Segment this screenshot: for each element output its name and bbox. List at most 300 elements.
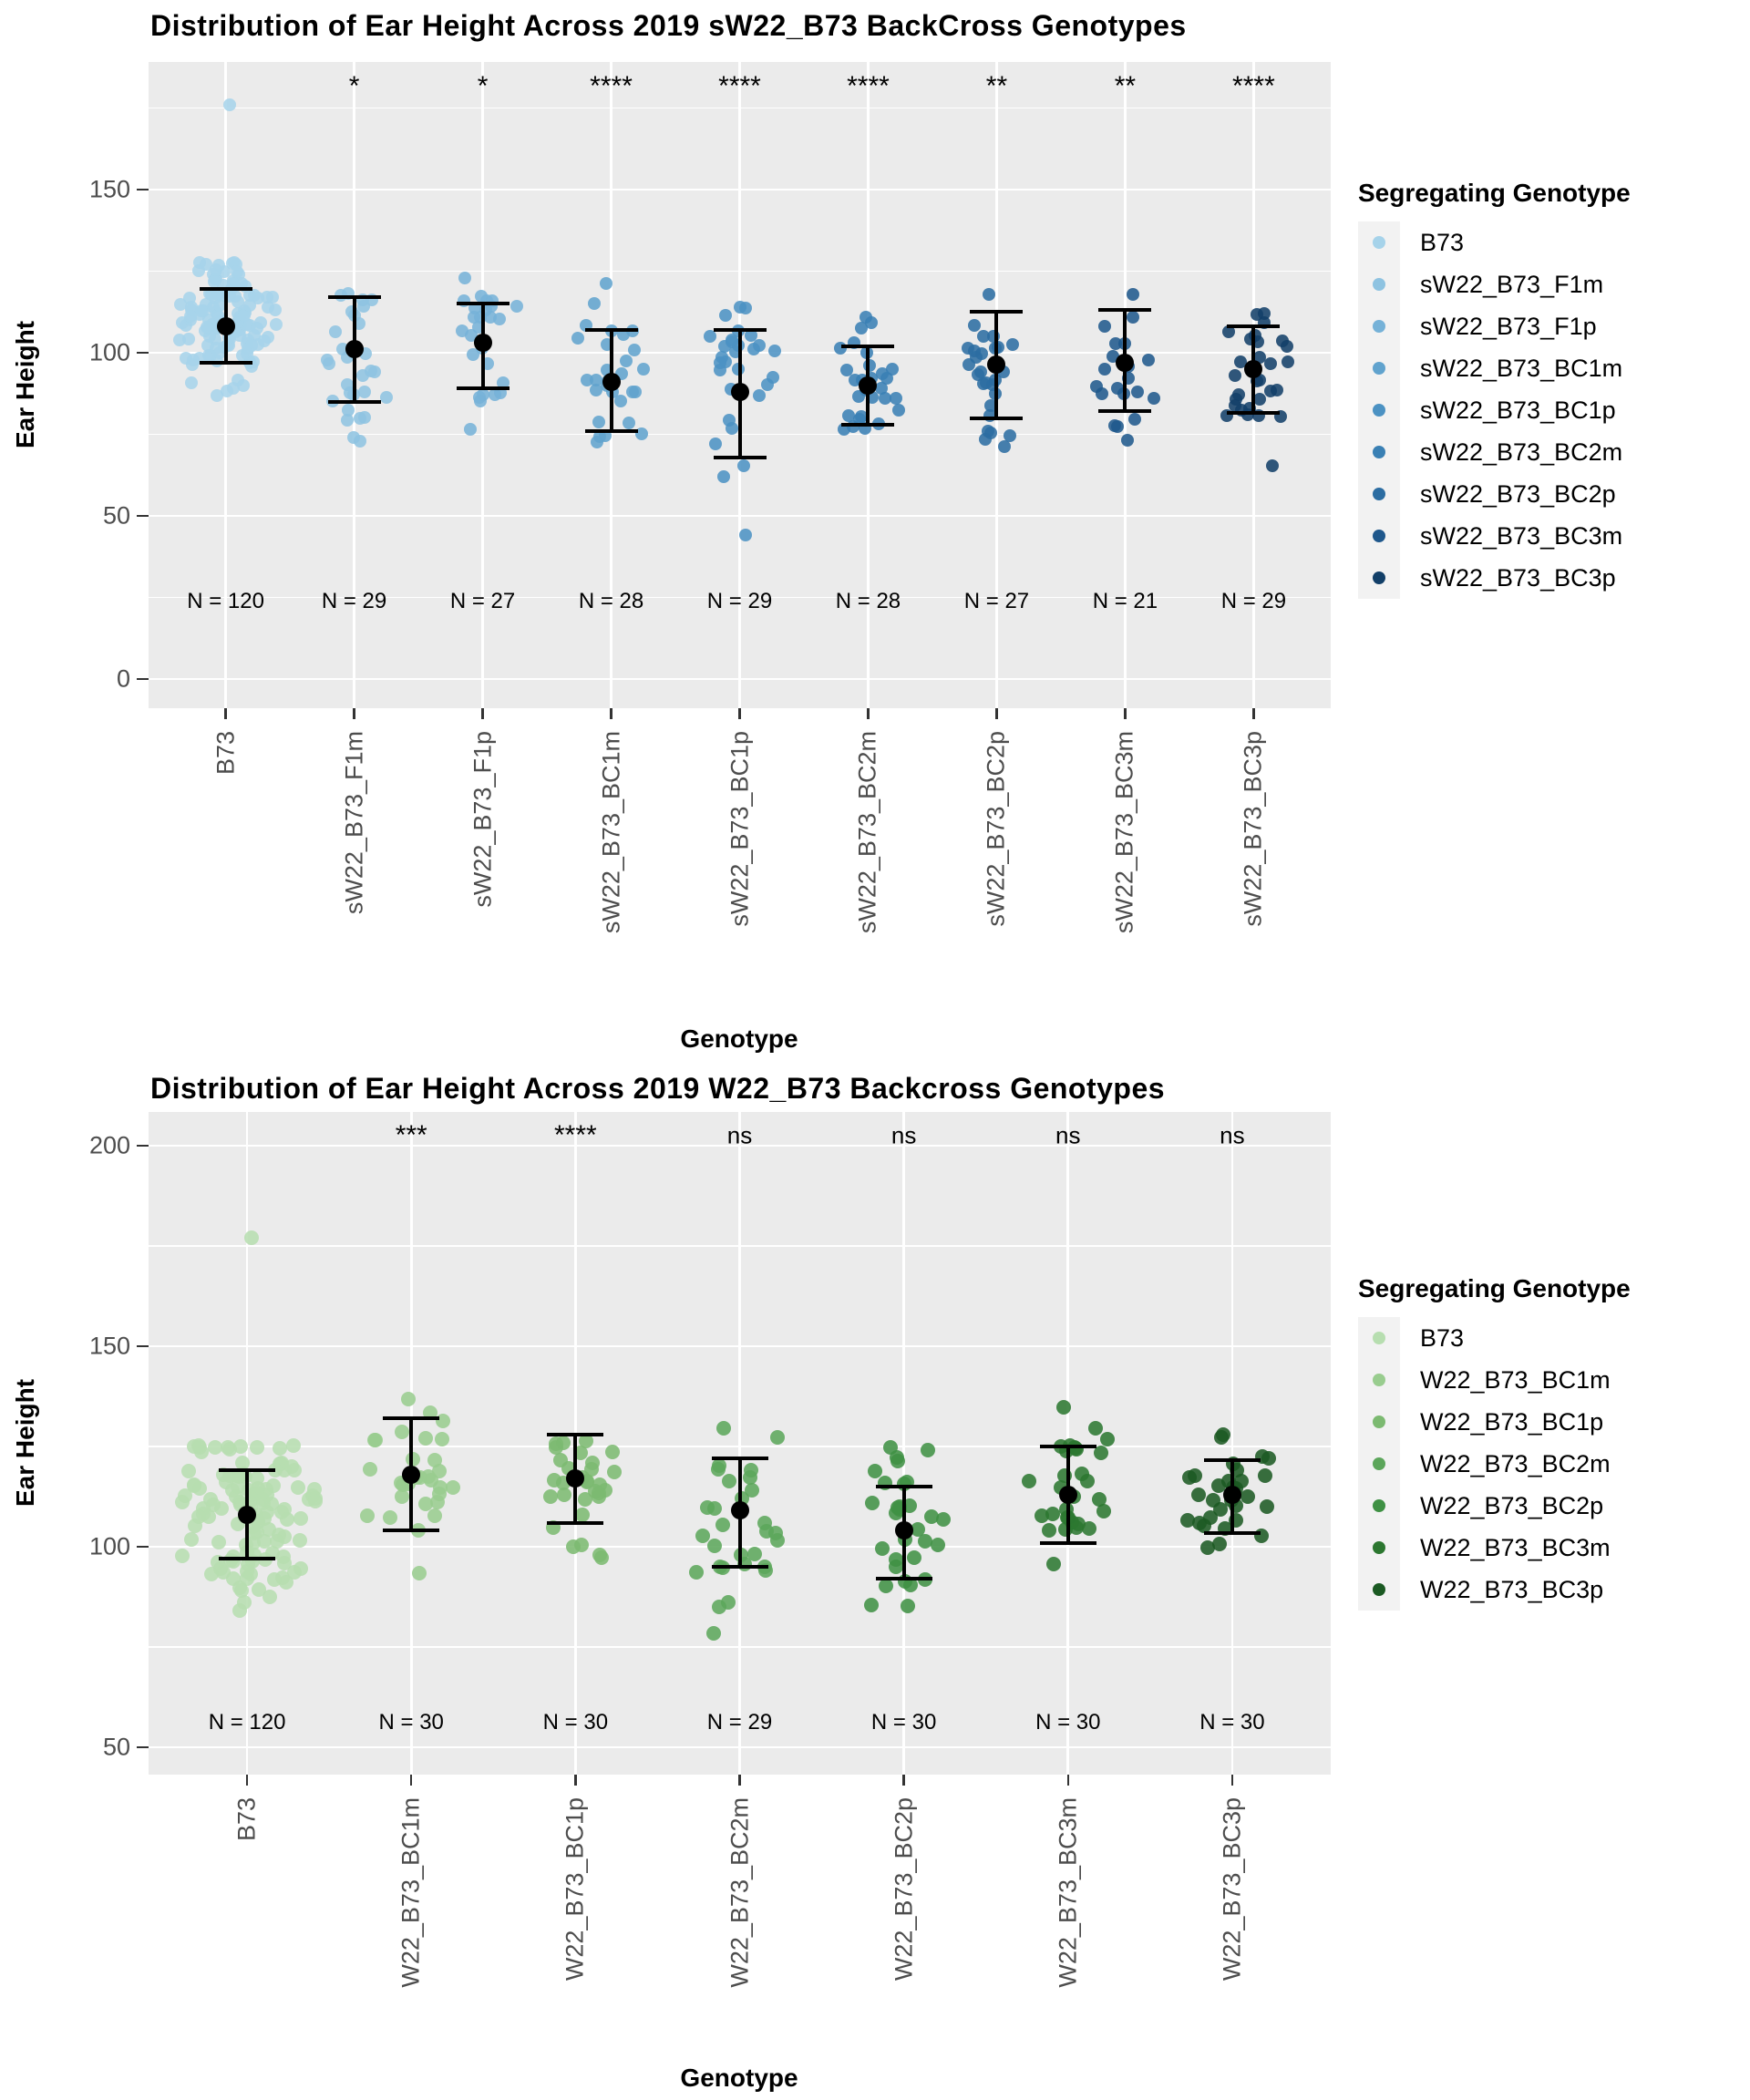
- legend-dot-icon: [1373, 362, 1385, 375]
- data-point: [1088, 1421, 1103, 1436]
- data-point: [628, 344, 641, 356]
- y-tick-label: 150: [88, 1332, 130, 1360]
- data-point: [901, 1599, 915, 1613]
- x-tick-label: sW22_B73_BC2m: [853, 731, 881, 934]
- x-axis-tick: [738, 708, 741, 719]
- x-axis-tick: [481, 708, 484, 719]
- sample-size-label: N = 120: [187, 589, 264, 613]
- data-point: [293, 1561, 308, 1576]
- data-point: [968, 345, 981, 357]
- errorbar-cap-bottom: [585, 429, 638, 433]
- legend-dot-icon: [1373, 404, 1385, 417]
- data-point: [722, 1474, 736, 1488]
- errorbar-cap-bottom: [383, 1529, 439, 1532]
- y-tick-label: 50: [102, 1733, 130, 1761]
- y-tick-label: 150: [88, 175, 130, 203]
- x-axis-tick: [224, 708, 227, 719]
- significance-label: **: [1114, 71, 1137, 101]
- legend-item: [1358, 1527, 1611, 1569]
- data-point: [291, 1480, 305, 1495]
- errorbar-cap-top: [1040, 1445, 1096, 1448]
- data-point: [695, 1529, 710, 1543]
- errorbar-cap-top: [1098, 308, 1151, 312]
- data-point: [700, 1500, 715, 1515]
- sample-size-label: N = 27: [449, 589, 516, 613]
- data-point: [380, 391, 393, 404]
- mean-point: [895, 1521, 913, 1539]
- data-point: [637, 363, 650, 376]
- data-point: [1071, 1517, 1086, 1531]
- data-point: [629, 386, 642, 398]
- legend-dot-icon: [1373, 530, 1385, 542]
- legend-items: [1358, 1317, 1611, 1611]
- data-point: [237, 379, 250, 392]
- legend-item: [1358, 1317, 1611, 1359]
- x-tick-label: W22_B73_BC3m: [1054, 1797, 1082, 1988]
- legend-dot-icon: [1373, 1374, 1385, 1386]
- data-point: [1098, 320, 1111, 333]
- data-point: [983, 288, 995, 301]
- y-axis-tick: [137, 678, 149, 681]
- data-point: [868, 1464, 882, 1478]
- legend-dot-icon: [1373, 446, 1385, 458]
- legend-item-label: sW22_B73_BC1m: [1420, 354, 1623, 382]
- errorbar-cap-bottom: [328, 400, 381, 404]
- x-tick-label: sW22_B73_F1m: [340, 731, 368, 915]
- legend-key: [1358, 1443, 1400, 1485]
- errorbar-cap-top: [328, 295, 381, 299]
- data-point: [591, 436, 603, 448]
- legend-item-label: W22_B73_BC3m: [1420, 1533, 1611, 1561]
- errorbar-cap-bottom: [1204, 1531, 1261, 1535]
- significance-label: ****: [847, 71, 890, 101]
- legend-item-label: B73: [1420, 1323, 1465, 1352]
- sample-size-label: N = 28: [578, 589, 644, 613]
- data-point: [1096, 1504, 1111, 1518]
- data-point: [395, 1425, 409, 1439]
- data-point: [262, 1590, 277, 1604]
- x-axis-title: Genotype: [680, 1024, 798, 1053]
- data-point: [243, 299, 256, 312]
- errorbar-cap-bottom: [714, 456, 767, 459]
- data-point: [175, 1549, 190, 1563]
- data-point: [1180, 1513, 1195, 1528]
- legend-dot-icon: [1373, 1415, 1385, 1428]
- data-point: [890, 392, 902, 405]
- data-point: [401, 1392, 416, 1406]
- x-tick-label: sW22_B73_BC1p: [726, 731, 753, 927]
- errorbar-cap-bottom: [200, 361, 252, 365]
- legend-item-label: sW22_B73_BC2m: [1420, 438, 1623, 466]
- data-point: [201, 321, 213, 334]
- data-point: [968, 319, 981, 332]
- significance-label: ***: [395, 1120, 427, 1150]
- data-point: [211, 1535, 226, 1549]
- data-point: [1004, 429, 1016, 442]
- data-point: [270, 318, 283, 331]
- y-axis-tick: [137, 1546, 149, 1549]
- data-point: [1251, 308, 1263, 321]
- y-axis-tick: [137, 352, 149, 355]
- data-point: [590, 384, 602, 396]
- data-point: [1080, 1474, 1095, 1488]
- data-point: [182, 333, 195, 345]
- y-axis-title: Ear Height: [11, 1378, 39, 1508]
- x-tick-label: W22_B73_BC2p: [890, 1797, 918, 1982]
- data-point: [383, 1510, 397, 1525]
- y-axis-tick: [137, 189, 149, 191]
- data-point: [770, 1430, 785, 1445]
- data-point: [1271, 384, 1283, 396]
- data-point: [293, 1511, 308, 1526]
- legend-item-label: sW22_B73_BC3m: [1420, 521, 1623, 550]
- data-point: [739, 529, 752, 541]
- data-point: [250, 1440, 264, 1455]
- legend-key: [1358, 389, 1400, 431]
- data-point: [768, 345, 781, 357]
- legend-item-label: W22_B73_BC1p: [1420, 1407, 1604, 1436]
- data-point: [1035, 1508, 1049, 1523]
- data-point: [427, 1508, 442, 1523]
- data-point: [892, 404, 905, 417]
- x-axis-tick: [1252, 708, 1255, 719]
- mean-point: [731, 1501, 749, 1519]
- x-tick-label: B73: [232, 1797, 261, 1842]
- errorbar-cap-bottom: [547, 1521, 603, 1525]
- data-point: [623, 417, 635, 429]
- mean-point: [731, 383, 749, 401]
- data-point: [719, 355, 732, 368]
- data-point: [1100, 1432, 1115, 1446]
- sample-size-label: N = 29: [321, 589, 387, 613]
- significance-label: ****: [554, 1120, 597, 1150]
- data-point: [1253, 393, 1266, 406]
- legend-key: [1358, 1359, 1400, 1401]
- data-point: [221, 385, 233, 397]
- data-point: [734, 301, 746, 314]
- data-point: [864, 1598, 879, 1612]
- legend-key: [1358, 263, 1400, 305]
- data-point: [418, 1431, 433, 1446]
- significance-label: **: [985, 71, 1008, 101]
- x-axis-tick: [902, 1775, 905, 1786]
- data-point: [357, 300, 370, 313]
- data-point: [600, 277, 612, 290]
- legend-title: Segregating Genotype: [1358, 179, 1631, 207]
- y-axis-tick: [137, 1746, 149, 1749]
- data-point: [1098, 363, 1111, 376]
- mean-point: [987, 355, 1005, 374]
- legend-item: [1358, 515, 1622, 557]
- mean-point: [474, 334, 492, 352]
- legend-key: [1358, 557, 1400, 599]
- data-point: [358, 386, 371, 398]
- sample-size-label: N = 30: [378, 1710, 444, 1735]
- errorbar-cap-top: [712, 1457, 768, 1460]
- data-point: [719, 309, 732, 322]
- legend-item: [1358, 1443, 1611, 1485]
- y-tick-label: 100: [88, 1532, 130, 1560]
- y-tick-label: 100: [88, 338, 130, 366]
- data-point: [875, 1541, 890, 1556]
- legend-key: [1358, 1569, 1400, 1611]
- legend-item: [1358, 263, 1622, 305]
- errorbar-cap-bottom: [219, 1557, 275, 1560]
- y-tick-label: 0: [116, 664, 130, 693]
- data-point: [321, 354, 334, 366]
- data-point: [436, 1414, 450, 1428]
- data-point: [1229, 399, 1241, 412]
- errorbar-cap-top: [219, 1468, 275, 1472]
- data-point: [458, 272, 471, 284]
- data-point: [222, 1442, 237, 1457]
- legend-item: [1358, 347, 1622, 389]
- data-point: [1258, 1468, 1272, 1483]
- sample-size-label: N = 120: [208, 1710, 286, 1735]
- legend-dot-icon: [1373, 1583, 1385, 1596]
- errorbar-cap-top: [200, 287, 252, 291]
- sample-size-label: N = 27: [963, 589, 1030, 613]
- x-axis-tick: [1124, 708, 1127, 719]
- mean-point: [402, 1466, 420, 1484]
- data-point: [855, 322, 868, 335]
- data-point: [226, 1571, 241, 1586]
- data-point: [191, 1509, 206, 1524]
- data-point: [1148, 392, 1160, 405]
- data-point: [1191, 1488, 1206, 1502]
- x-axis-tick: [738, 1775, 741, 1786]
- legend-item-label: sW22_B73_F1m: [1420, 270, 1604, 298]
- data-point: [704, 330, 716, 343]
- x-tick-label: sW22_B73_BC3m: [1110, 731, 1138, 934]
- legend-dot-icon: [1373, 278, 1385, 291]
- data-point: [744, 1463, 758, 1477]
- data-point: [464, 423, 477, 436]
- mean-point: [1223, 1486, 1241, 1504]
- x-axis-tick: [410, 1775, 413, 1786]
- y-axis-title: Ear Height: [11, 320, 39, 449]
- data-point: [418, 1497, 433, 1511]
- data-point: [707, 1539, 722, 1553]
- errorbar-cap-top: [841, 345, 894, 348]
- data-point: [395, 1489, 409, 1504]
- legend-item-label: W22_B73_BC1m: [1420, 1365, 1611, 1394]
- mean-point: [1059, 1486, 1077, 1504]
- legend-dot-icon: [1373, 1541, 1385, 1554]
- legend-key: [1358, 1401, 1400, 1443]
- y-tick-label: 50: [102, 501, 130, 530]
- data-point: [717, 470, 730, 483]
- errorbar-cap-top: [457, 302, 510, 305]
- x-axis-title: Genotype: [680, 2064, 798, 2092]
- sample-size-label: N = 21: [1092, 589, 1158, 613]
- significance-label: ****: [1232, 71, 1275, 101]
- data-point: [308, 1494, 323, 1508]
- x-tick-label: W22_B73_BC2m: [726, 1797, 753, 1988]
- legend-dot-icon: [1373, 488, 1385, 500]
- data-point: [716, 1421, 731, 1436]
- data-point: [1128, 413, 1141, 426]
- category-gridline: [1231, 1112, 1234, 1775]
- legend-item-label: sW22_B73_BC2p: [1420, 479, 1616, 508]
- errorbar-cap-bottom: [970, 417, 1023, 420]
- data-point: [571, 332, 584, 345]
- errorbar-cap-top: [970, 310, 1023, 314]
- data-point: [931, 1538, 945, 1552]
- chart-title: Distribution of Ear Height Across 2019 W22_B73 Backcross Genotypes: [150, 1072, 1166, 1105]
- legend-item: [1358, 1569, 1611, 1611]
- x-axis-tick: [246, 1775, 249, 1786]
- mean-point: [238, 1506, 256, 1524]
- data-point: [1182, 1470, 1197, 1485]
- data-point: [435, 1432, 449, 1446]
- plot-panel: [149, 62, 1331, 708]
- data-point: [273, 1441, 287, 1456]
- data-point: [279, 1575, 293, 1590]
- data-point: [1056, 1400, 1071, 1415]
- legend-item: [1358, 305, 1622, 347]
- errorbar-cap-bottom: [1227, 411, 1280, 415]
- plot-panel: [149, 1112, 1331, 1775]
- x-tick-label: sW22_B73_BC2p: [982, 731, 1010, 927]
- data-point: [237, 1595, 252, 1610]
- data-point: [286, 1438, 301, 1453]
- data-point: [588, 297, 601, 310]
- data-point: [574, 1538, 589, 1552]
- legend-item-label: W22_B73_BC3p: [1420, 1575, 1604, 1603]
- sample-size-label: N = 29: [706, 1710, 773, 1735]
- legend-key: [1358, 1527, 1400, 1569]
- data-point: [709, 438, 722, 450]
- data-point: [1214, 1430, 1229, 1445]
- data-point: [258, 335, 271, 347]
- legend-item-label: B73: [1420, 228, 1465, 256]
- data-point: [1229, 369, 1241, 382]
- data-point: [767, 371, 779, 384]
- data-point: [244, 1230, 259, 1245]
- sample-size-label: N = 28: [835, 589, 901, 613]
- x-axis-tick: [1067, 1775, 1070, 1786]
- data-point: [356, 369, 369, 382]
- legend-item: [1358, 473, 1622, 515]
- legend-items: [1358, 221, 1622, 599]
- x-axis-tick: [610, 708, 612, 719]
- data-point: [753, 389, 766, 402]
- sample-size-label: N = 30: [870, 1710, 937, 1735]
- data-point: [1261, 1451, 1276, 1466]
- legend-key: [1358, 473, 1400, 515]
- data-point: [181, 1464, 196, 1478]
- data-point: [620, 355, 633, 367]
- data-point: [998, 440, 1011, 453]
- data-point: [865, 1496, 880, 1510]
- data-point: [231, 265, 243, 278]
- data-point: [1111, 382, 1124, 395]
- legend-item: [1358, 1401, 1611, 1443]
- data-point: [406, 1452, 420, 1467]
- x-axis-tick: [1231, 1775, 1234, 1786]
- data-point: [889, 1560, 903, 1574]
- data-point: [594, 1550, 609, 1565]
- data-point: [1006, 338, 1019, 351]
- data-point: [1282, 355, 1294, 368]
- errorbar-cap-top: [383, 1416, 439, 1420]
- legend-item-label: sW22_B73_F1p: [1420, 312, 1597, 340]
- category-gridline: [902, 1112, 905, 1775]
- mean-point: [217, 317, 235, 335]
- y-axis-tick: [137, 1145, 149, 1148]
- data-point: [1090, 380, 1103, 393]
- legend-dot-icon: [1373, 236, 1385, 249]
- sample-size-label: N = 29: [1220, 589, 1287, 613]
- data-point: [747, 1547, 762, 1561]
- errorbar-cap-top: [1204, 1458, 1261, 1462]
- significance-label: ns: [1220, 1121, 1245, 1149]
- errorbar-cap-bottom: [876, 1577, 932, 1580]
- data-point: [607, 1465, 622, 1479]
- x-tick-label: sW22_B73_F1p: [468, 731, 497, 908]
- legend-dot-icon: [1373, 1332, 1385, 1344]
- legend-key: [1358, 305, 1400, 347]
- data-point: [1264, 357, 1277, 370]
- y-axis-tick: [137, 515, 149, 518]
- data-point: [185, 376, 198, 389]
- data-point: [907, 1550, 921, 1565]
- data-point: [1213, 1502, 1228, 1517]
- errorbar-cap-top: [1227, 324, 1280, 328]
- data-point: [266, 291, 279, 304]
- legend-key: [1358, 515, 1400, 557]
- data-point: [1260, 1499, 1274, 1514]
- data-point: [206, 1498, 221, 1512]
- legend-dot-icon: [1373, 1499, 1385, 1512]
- legend-key: [1358, 221, 1400, 263]
- legend-item-label: sW22_B73_BC1p: [1420, 396, 1616, 424]
- legend-key: [1358, 1485, 1400, 1527]
- sample-size-label: N = 30: [1035, 1710, 1101, 1735]
- data-point: [745, 1483, 759, 1498]
- legend-dot-icon: [1373, 320, 1385, 333]
- sample-size-label: N = 30: [542, 1710, 609, 1735]
- mean-point: [602, 373, 621, 391]
- x-axis-tick: [867, 708, 870, 719]
- data-point: [195, 304, 208, 317]
- mean-point: [345, 340, 364, 358]
- data-point: [723, 414, 736, 427]
- x-axis-tick: [353, 708, 355, 719]
- data-point: [706, 1626, 721, 1641]
- significance-label: ns: [1055, 1121, 1081, 1149]
- sample-size-label: N = 30: [1199, 1710, 1265, 1735]
- x-tick-label: W22_B73_BC1p: [561, 1797, 589, 1982]
- errorbar-cap-bottom: [457, 386, 510, 390]
- x-axis-tick: [574, 1775, 577, 1786]
- data-point: [1108, 419, 1121, 432]
- legend-title: Segregating Genotype: [1358, 1274, 1631, 1302]
- legend-item-label: W22_B73_BC2m: [1420, 1449, 1611, 1477]
- significance-label: ****: [590, 71, 633, 101]
- data-point: [1022, 1474, 1036, 1488]
- data-point: [689, 1565, 704, 1580]
- errorbar-cap-bottom: [841, 423, 894, 427]
- x-tick-label: sW22_B73_BC1m: [597, 731, 625, 934]
- data-point: [588, 1484, 602, 1498]
- data-point: [363, 1462, 377, 1477]
- y-axis-tick: [137, 1345, 149, 1348]
- legend-key: [1358, 431, 1400, 473]
- data-point: [254, 316, 267, 329]
- data-point: [358, 411, 371, 424]
